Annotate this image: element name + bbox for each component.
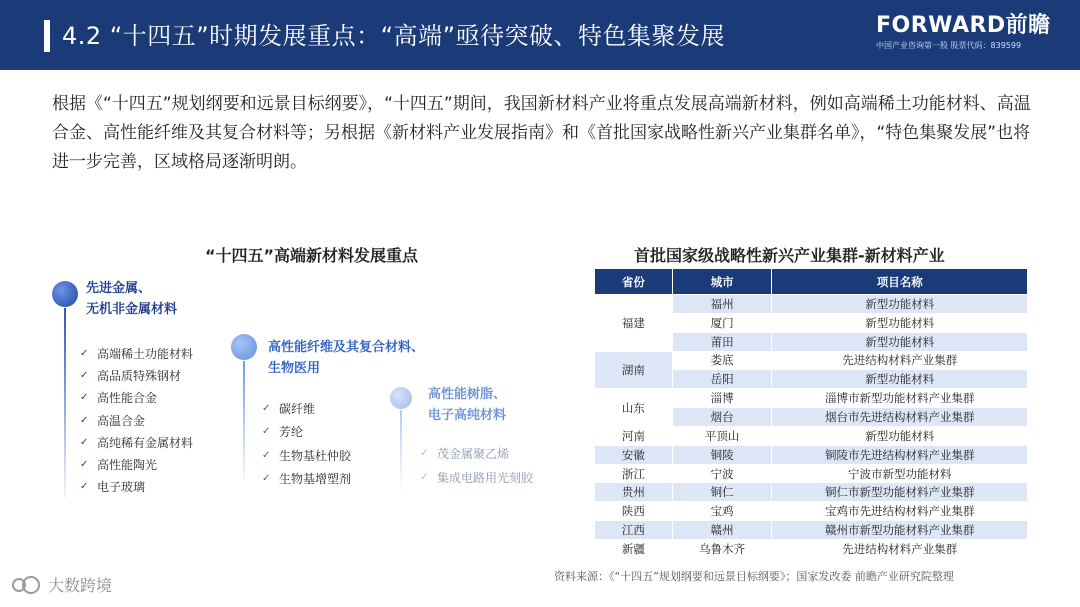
city-cell: 岳阳: [672, 370, 772, 389]
province-cell: 河南: [595, 426, 673, 445]
table-row: [595, 445, 1028, 464]
city-cell: 厦门: [672, 313, 772, 332]
circle-bullet-icon: [390, 387, 412, 409]
list-item-label: 高端稀土功能材料: [97, 346, 194, 361]
group-heading: [428, 384, 506, 426]
table-header-cell: 项目名称: [772, 269, 1028, 295]
project-cell: 先进结构材料产业集群: [772, 351, 1028, 370]
list-item-label: 茂金属聚乙烯: [437, 446, 510, 461]
group-heading: [268, 337, 424, 379]
city-cell: 福州: [672, 295, 772, 314]
project-cell: 新型功能材料: [772, 332, 1028, 351]
group-item-list: [262, 397, 351, 490]
brand-tagline: 中国产业咨询第一股 股票代码：839599: [876, 41, 1022, 50]
city-cell: 铜仁: [672, 483, 772, 502]
city-cell: 乌鲁木齐: [672, 539, 772, 558]
project-cell: 烟台市先进结构材料产业集群: [772, 408, 1028, 427]
intro-paragraph: 根据《“十四五”规划纲要和远景目标纲要》，“十四五”期间，我国新材料产业将重点发展高端新材料，例如高端稀土功能材料、高温合金、高性能纤维及其复合材料等；另根据《新材料产业发展指南》和《首批国家战略性新兴产业集群名单》，“特色集聚发展”也将进一步完善，区域格局逐渐明朗。: [52, 94, 1031, 172]
list-item-label: 高性能陶光: [97, 458, 158, 473]
project-cell: 新型功能材料: [772, 370, 1028, 389]
list-item: [80, 387, 193, 409]
province-cell: 山东: [595, 389, 673, 427]
list-item-label: 高温合金: [97, 413, 146, 428]
province-cell: 陕西: [595, 502, 673, 521]
header-bar: [0, 0, 1080, 70]
check-icon: ✓: [80, 392, 89, 404]
list-item: [80, 431, 193, 453]
table-row: [595, 539, 1028, 558]
city-cell: 赣州: [672, 521, 772, 540]
table-row: [595, 351, 1028, 370]
watermark-text: 大数跨境: [48, 576, 113, 595]
group-item-list: [420, 441, 533, 489]
city-cell: 烟台: [672, 408, 772, 427]
list-item: [262, 397, 351, 420]
table-row: [595, 389, 1028, 408]
project-cell: 新型功能材料: [772, 313, 1028, 332]
project-cell: 铜陵市先进结构材料产业集群: [772, 445, 1028, 464]
project-cell: 先进结构材料产业集群: [772, 539, 1028, 558]
table-title: 首批国家级战略性新兴产业集群-新材料产业: [634, 246, 945, 265]
province-cell: 湖南: [595, 351, 673, 389]
group-heading: [86, 278, 177, 320]
group-heading-line: 无机非金属材料: [86, 302, 178, 317]
group-heading-line: 先进金属、: [86, 281, 152, 296]
header-accent-bar: [44, 20, 50, 52]
check-icon: ✓: [80, 414, 89, 426]
check-icon: ✓: [80, 347, 89, 359]
list-item: [262, 420, 351, 443]
project-cell: 赣州市新型功能材料产业集群: [772, 521, 1028, 540]
check-icon: ✓: [262, 473, 271, 485]
timeline-stem: [64, 308, 66, 498]
check-icon: ✓: [80, 459, 89, 471]
project-cell: 淄博市新型功能材料产业集群: [772, 389, 1028, 408]
city-cell: 平顶山: [672, 426, 772, 445]
list-item: [262, 467, 351, 490]
timeline-stem: [400, 410, 402, 490]
city-cell: 宁波: [672, 464, 772, 483]
list-item: [80, 476, 193, 498]
list-item: [80, 453, 193, 475]
check-icon: ✓: [262, 426, 271, 438]
list-item: [420, 465, 533, 489]
table-row: [595, 464, 1028, 483]
list-item: [80, 409, 193, 431]
city-cell: 莆田: [672, 332, 772, 351]
brand-logo: [876, 14, 1066, 52]
list-item-label: 集成电路用光刻胶: [437, 470, 534, 485]
group-heading-line: 高性能纤维及其复合材料、: [268, 340, 425, 355]
cluster-table: [594, 268, 1028, 559]
list-item-label: 碳纤维: [279, 402, 316, 417]
list-item-label: 高纯稀有金属材料: [97, 435, 194, 450]
list-item-label: 高性能合金: [97, 391, 158, 406]
list-item-label: 电子玻璃: [97, 480, 146, 495]
province-cell: 江西: [595, 521, 673, 540]
project-cell: 宁波市新型功能材料: [772, 464, 1028, 483]
province-cell: 贵州: [595, 483, 673, 502]
page-title: 4.2 “十四五”时期发展重点：“高端”亟待突破、特色集聚发展: [62, 22, 726, 50]
left-panel-title: “十四五”高端新材料发展重点: [205, 246, 419, 265]
table-row: [595, 295, 1028, 314]
list-item: [80, 364, 193, 386]
list-item-label: 芳纶: [279, 425, 304, 440]
circle-bullet-icon: [231, 334, 257, 360]
table-row: [595, 483, 1028, 502]
city-cell: 宝鸡: [672, 502, 772, 521]
circle-bullet-icon: [52, 281, 78, 307]
group-heading-line: 电子高纯材料: [428, 408, 507, 423]
check-icon: ✓: [420, 447, 429, 459]
source-note: 资料来源：《“十四五”规划纲要和远景目标纲要》；国家发改委 前瞻产业研究院整理: [554, 570, 954, 583]
city-cell: 铜陵: [672, 445, 772, 464]
table-row: [595, 521, 1028, 540]
check-icon: ✓: [262, 403, 271, 415]
check-icon: ✓: [80, 481, 89, 493]
project-cell: 铜仁市新型功能材料产业集群: [772, 483, 1028, 502]
province-cell: 新疆: [595, 539, 673, 558]
list-item: [80, 342, 193, 364]
city-cell: 娄底: [672, 351, 772, 370]
list-item-label: 高品质特殊钢材: [97, 368, 182, 383]
province-cell: 安徽: [595, 445, 673, 464]
brand-name: FORWARD前瞻: [876, 13, 1051, 38]
list-item: [420, 441, 533, 465]
watermark-icon: [12, 574, 42, 596]
table-row: [595, 502, 1028, 521]
check-icon: ✓: [420, 471, 429, 483]
project-cell: 宝鸡市先进结构材料产业集群: [772, 502, 1028, 521]
list-item-label: 生物基杜仲胶: [279, 448, 352, 463]
check-icon: ✓: [80, 369, 89, 381]
group-item-list: [80, 342, 193, 498]
project-cell: 新型功能材料: [772, 295, 1028, 314]
table-header-cell: 省份: [595, 269, 673, 295]
check-icon: ✓: [262, 449, 271, 461]
group-heading-line: 生物医用: [268, 361, 321, 376]
table-header-row: [595, 269, 1028, 295]
list-item-label: 生物基增塑剂: [279, 472, 352, 487]
watermark-logo: [12, 573, 112, 596]
province-cell: 福建: [595, 295, 673, 352]
city-cell: 淄博: [672, 389, 772, 408]
timeline-stem: [243, 361, 245, 481]
table-header-cell: 城市: [672, 269, 772, 295]
group-heading-line: 高性能树脂、: [428, 387, 507, 402]
project-cell: 新型功能材料: [772, 426, 1028, 445]
province-cell: 浙江: [595, 464, 673, 483]
table-row: [595, 426, 1028, 445]
list-item: [262, 444, 351, 467]
check-icon: ✓: [80, 436, 89, 448]
